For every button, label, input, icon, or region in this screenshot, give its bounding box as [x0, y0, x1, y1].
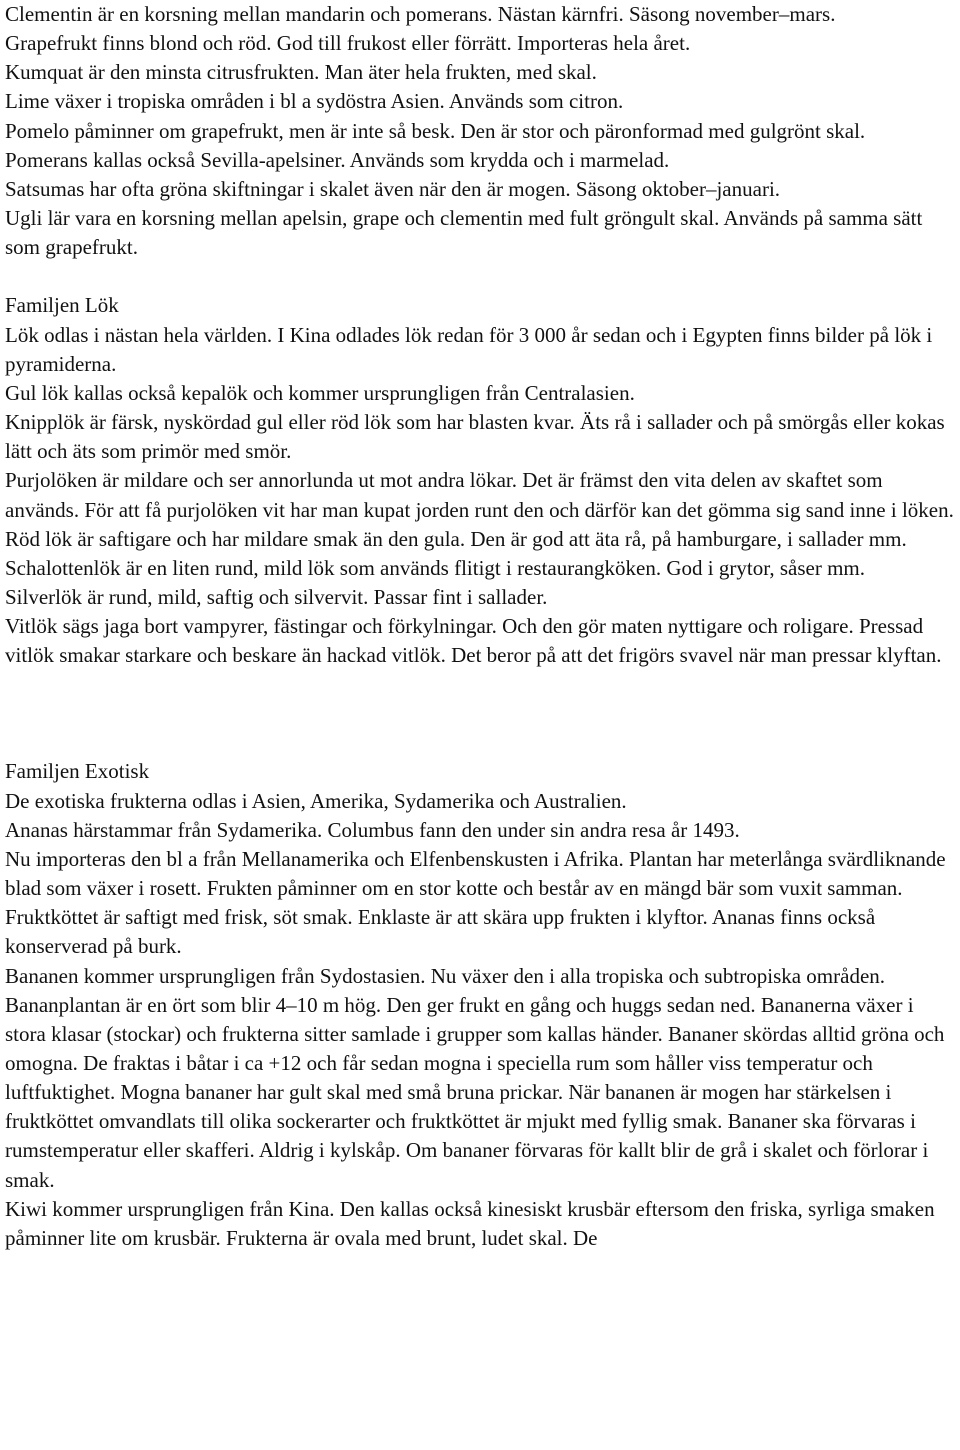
document-page: [5, 0, 955, 1253]
paragraph-ananas-origin: Ananas härstammar från Sydamerika. Columbus fann den under sin andra resa år 1493.: [5, 817, 740, 842]
paragraph-knipplok: Knipplök är färsk, nyskördad gul eller röd lök som har blasten kvar. Äts rå i sallader och på smörgås eller kokas lätt och äts som primör med smör.: [5, 410, 945, 464]
paragraph-lime: Lime växer i tropiska områden i bl a sydöstra Asien. Används som citron.: [5, 89, 624, 114]
paragraph-ananas: Nu importeras den bl a från Mellanamerika och Elfenbenskusten i Afrika. Plantan har meterlånga svärdliknande blad som växer i rosett. Frukten påminner om en stor kotte och består av en mängd bär som vuxit samman. Fruktköttet är saftigt med frisk, söt smak. Enklaste är att skära upp frukten i klyftor. Ananas finns också konserverad på burk.: [5, 846, 946, 959]
paragraph-rod-lok: Röd lök är saftigare och har mildare smak än den gula. Den är god att äta rå, på hamburgare, i sallader mm.: [5, 526, 907, 551]
paragraph-clementin: Clementin är en korsning mellan mandarin och pomerans. Nästan kärnfri. Säsong november–mars.: [5, 2, 836, 26]
paragraph-gul-lok: Gul lök kallas också kepalök och kommer ursprungligen från Centralasien.: [5, 380, 635, 405]
paragraph-silverlok: Silverlök är rund, mild, saftig och silvervit. Passar fint i sallader.: [5, 584, 548, 609]
paragraph-exotiska: De exotiska frukterna odlas i Asien, Amerika, Sydamerika och Australien.: [5, 788, 627, 813]
spacer: [5, 670, 955, 757]
paragraph-ugli: Ugli lär vara en korsning mellan apelsin, grape och clementin med fult gröngult skal. Används på samma sätt som grapefrukt.: [5, 206, 923, 260]
section-heading-exotic: Familjen Exotisk: [5, 759, 150, 784]
exotic-section: [5, 757, 955, 1253]
paragraph-pomerans: Pomerans kallas också Sevilla-apelsiner. Används som krydda och i marmelad.: [5, 147, 670, 172]
paragraph-grapefrukt: Grapefrukt finns blond och röd. God till frukost eller förrätt. Importeras hela året.: [5, 31, 691, 56]
paragraph-pomelo: Pomelo påminner om grapefrukt, men är inte så besk. Den är stor och päronformad med gulgrönt skal.: [5, 118, 866, 143]
paragraph-lok: Lök odlas i nästan hela världen. I Kina odlades lök redan för 3 000 år sedan och i Egypten finns bilder på lök i pyramiderna.: [5, 322, 933, 376]
paragraph-schalottenlok: Schalottenlök är en liten rund, mild lök som används flitigt i restaurangköken. God i grytor, såser mm.: [5, 555, 865, 580]
paragraph-banan: Bananen kommer ursprungligen från Sydostasien. Nu växer den i alla tropiska och subtropiska områden. Bananplantan är en ört som blir 4–10 m hög. Den ger frukt en gång och huggs sedan ned. Bananerna växer i stora klasar (stockar) och frukterna sitter samlade i grupper som kallas händer. Bananer skördas alltid gröna och omogna. De fraktas i båtar i ca +12 och får sedan mogna i speciella rum som håller viss temperatur och luftfuktighet. Mogna bananer har gult skal med små bruna prickar. När bananen är mogen har stärkelsen i fruktköttet omvandlats till olika sockerarter och fruktköttet är mjukt med fyllig smak. Bananer ska förvaras i rumstemperatur eller skafferi. Aldrig i kylskåp. Om bananer förvaras för kallt blir de grå i skalet och förlorar i smak.: [5, 963, 945, 1192]
spacer: [5, 262, 955, 291]
paragraph-kumquat: Kumquat är den minsta citrusfrukten. Man äter hela frukten, med skal.: [5, 60, 597, 85]
paragraph-kiwi: Kiwi kommer ursprungligen från Kina. Den kallas också kinesiskt krusbär eftersom den friska, syrliga smaken påminner lite om krusbär. Frukterna är ovala med brunt, ludet skal. De: [5, 1196, 935, 1250]
section-heading-onion: Familjen Lök: [5, 293, 119, 318]
onion-section: [5, 291, 955, 670]
paragraph-purjolok: Purjolöken är mildare och ser annorlunda ut mot andra lökar. Det är främst den vita delen av skaftet som används. För att få purjolöken vit har man kupat jorden runt den och därför kan det gömma sig sand inne i löken.: [5, 468, 954, 522]
paragraph-satsumas: Satsumas har ofta gröna skiftningar i skalet även när den är mogen. Säsong oktober–januari.: [5, 176, 781, 201]
paragraph-vitlok: Vitlök sägs jaga bort vampyrer, fästingar och förkylningar. Och den gör maten nyttigare och roligare. Pressad vitlök smakar starkare och beskare än hackad vitlök. Det beror på att det frigörs svavel när man pressar klyftan.: [5, 614, 942, 668]
citrus-section: [5, 0, 955, 262]
